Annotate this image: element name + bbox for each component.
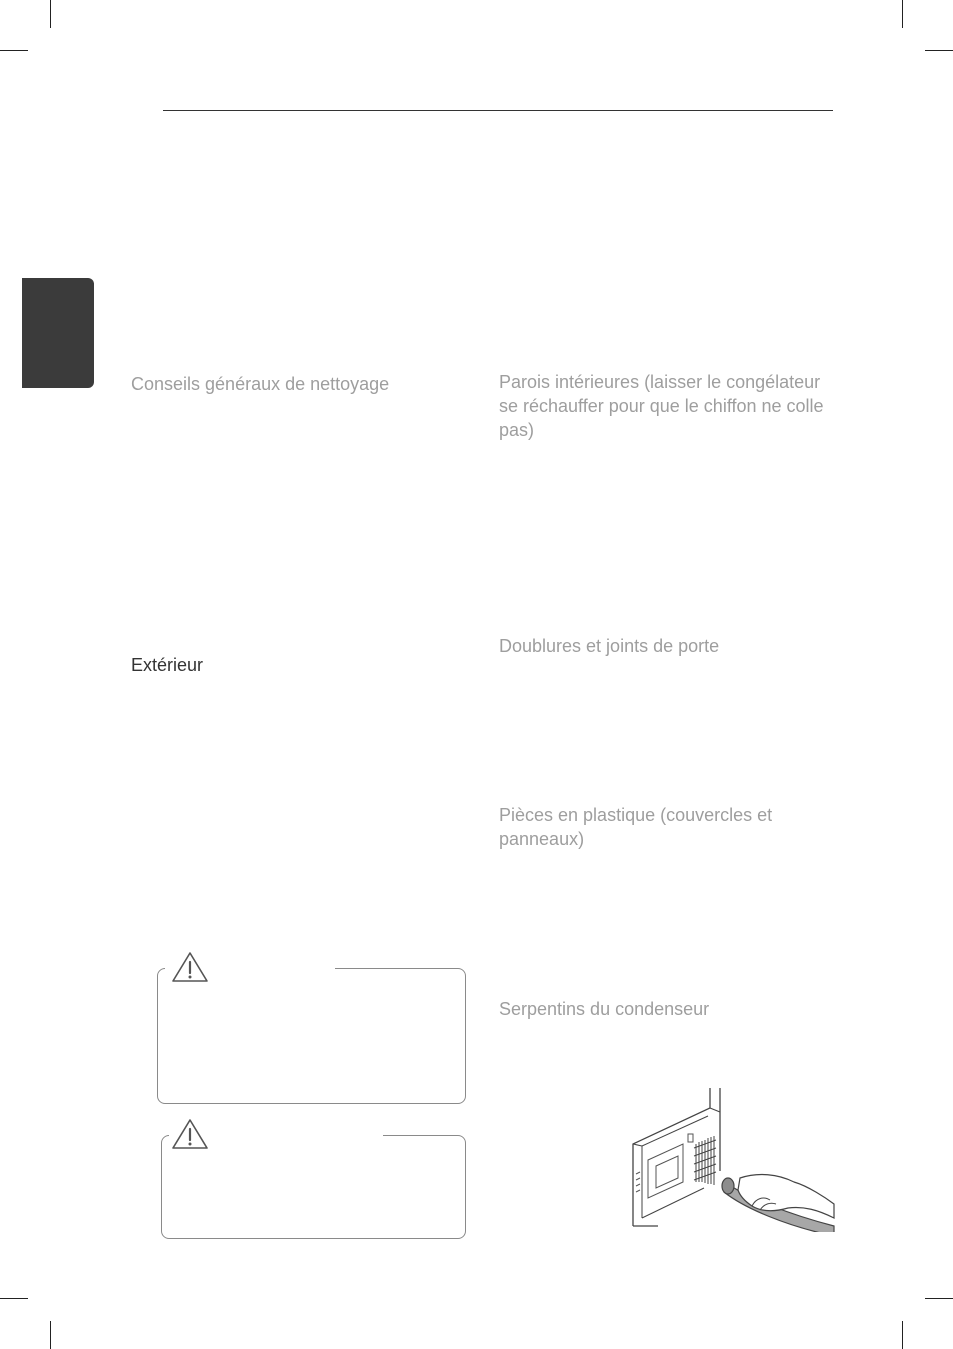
- warning-triangle-icon: [169, 950, 211, 984]
- heading-exterior: Extérieur: [131, 655, 204, 675]
- condenser-vacuum-illustration: [628, 1086, 836, 1232]
- crop-mark-top-right-v: [902, 0, 903, 28]
- side-language-tab: [22, 278, 94, 388]
- crop-mark-bottom-left-v: [50, 1321, 51, 1349]
- warning-triangle-icon: [169, 1117, 211, 1151]
- heading-interior-walls: Parois intérieures (laisser le congélateur se réchauffer pour que le chiffon ne colle pas): [499, 372, 824, 440]
- crop-mark-top-right-h: [925, 50, 953, 51]
- crop-mark-bottom-right-h: [925, 1298, 953, 1299]
- crop-mark-top-left-h: [0, 50, 28, 51]
- crop-mark-bottom-right-v: [902, 1321, 903, 1349]
- heading-door-liners-gaskets: Doublures et joints de porte: [499, 636, 720, 656]
- heading-condenser-coils: Serpentins du condenseur: [499, 999, 710, 1019]
- crop-mark-bottom-left-h: [0, 1298, 28, 1299]
- heading-general-cleaning: Conseils généraux de nettoyage: [131, 374, 390, 394]
- heading-plastic-parts: Pièces en plastique (couvercles et panneaux): [499, 805, 773, 849]
- crop-mark-top-left-v: [50, 0, 51, 28]
- caution-box-1: [157, 968, 466, 1104]
- header-rule: [163, 110, 833, 111]
